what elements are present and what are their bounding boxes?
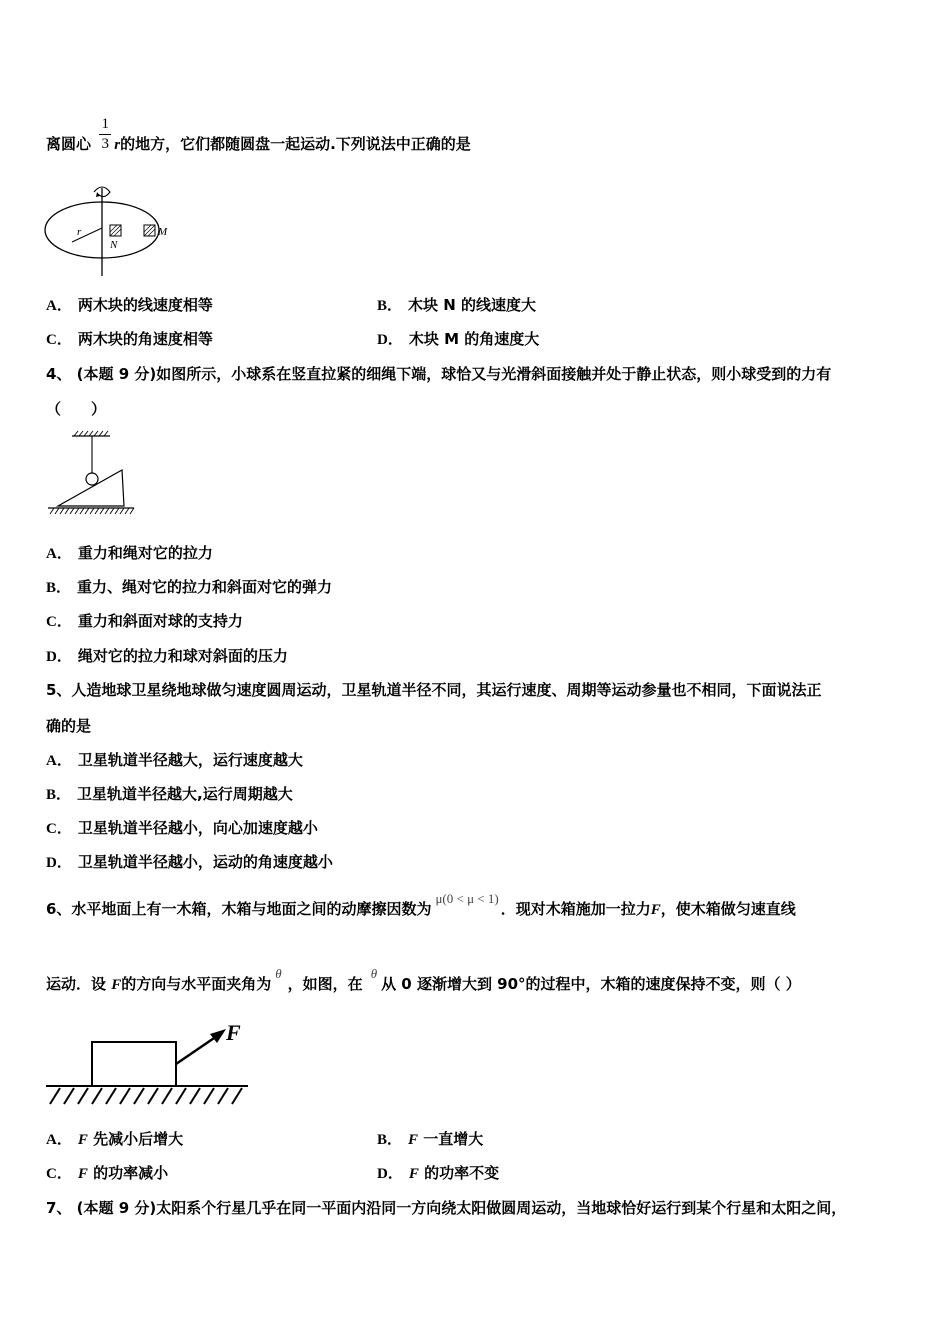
q4-figure-ball-on-incline (44, 428, 139, 520)
q4-option-d[interactable]: D． 绳对它的拉力和球对斜面的压力 (46, 647, 288, 665)
ground-hatch (50, 1088, 242, 1104)
mu-expression: μ(0 < μ < 1) (435, 891, 499, 906)
fraction-one-third: $\frac{1}{3}$ (99, 116, 111, 153)
q6-stem-line1: 6、水平地面上有一木箱，木箱与地面之间的动摩擦因数为μ(0 < μ < 1)．现对木箱施加一拉力F，使木箱做匀速直线 (46, 891, 796, 918)
q5-option-a[interactable]: A． 卫星轨道半径越大，运行速度越大 (46, 751, 303, 769)
q6-figure-box-with-force (44, 1018, 254, 1110)
q6-option-c[interactable]: C． F 的功率减小 (46, 1164, 169, 1182)
q3-option-b[interactable]: B． 木块 N 的线速度大 (377, 296, 537, 314)
q4-option-a[interactable]: A． 重力和绳对它的拉力 (46, 544, 213, 562)
q5-stem-line2: 确的是 (46, 717, 92, 735)
q4-option-b[interactable]: B． 重力、绳对它的拉力和斜面对它的弹力 (46, 578, 333, 596)
q6-stem-line2: 运动．设 F的方向与水平面夹角为θ，如图，在θ从 0 逐渐增大到 90°的过程中，木箱的速度保持不变，则（ ） (46, 966, 801, 993)
q3-option-c[interactable]: C． 两木块的角速度相等 (46, 330, 213, 348)
q6-option-d[interactable]: D． F 的功率不变 (377, 1164, 500, 1182)
label-r: r (77, 226, 82, 238)
force-arrow (176, 1034, 220, 1064)
label-M: M (158, 226, 168, 238)
q3-stem: 离圆心 $\frac{1}{3}$ r的地方，它们都随圆盘一起运动.下列说法中正确的是 (46, 116, 471, 153)
ball (86, 473, 98, 485)
q5-option-b[interactable]: B． 卫星轨道半径越大,运行周期越大 (46, 785, 293, 803)
ceiling-hatch (74, 431, 108, 436)
q4-blank: （ ） (46, 400, 107, 418)
theta-symbol: θ (275, 966, 282, 981)
theta-symbol-2: θ (370, 966, 378, 981)
label-N: N (110, 239, 118, 251)
q3-option-a[interactable]: A． 两木块的线速度相等 (46, 296, 213, 314)
q7-stem: 7、 (本题 9 分)太阳系个行星几乎在同一平面内沿同一方向绕太阳做圆周运动，当地球恰好运行到某个行星和太阳之间， (46, 1199, 847, 1217)
q3-option-d[interactable]: D． 木块 M 的角速度大 (377, 330, 540, 348)
q5-option-c[interactable]: C． 卫星轨道半径越小，向心加速度越小 (46, 819, 318, 837)
q6-option-a[interactable]: A． F 先减小后增大 (46, 1130, 184, 1148)
box (92, 1042, 176, 1086)
q4-stem: 4、 (本题 9 分)如图所示，小球系在竖直拉紧的细绳下端，球恰又与光滑斜面接触并处于静止状态，则小球受到的力有 (46, 365, 832, 383)
ground-hatch (50, 508, 134, 514)
q3-figure-rotating-disc (40, 180, 180, 280)
q5-stem-line1: 5、人造地球卫星绕地球做匀速度圆周运动，卫星轨道半径不同，其运行速度、周期等运动参量也不相同，下面说法正 (46, 681, 822, 699)
label-F: F (226, 1020, 241, 1045)
q5-option-d[interactable]: D． 卫星轨道半径越小，运动的角速度越小 (46, 853, 333, 871)
q4-option-c[interactable]: C． 重力和斜面对球的支持力 (46, 612, 243, 630)
q6-option-b[interactable]: B． F 一直增大 (377, 1130, 484, 1148)
force-arrowhead-icon (210, 1029, 226, 1043)
